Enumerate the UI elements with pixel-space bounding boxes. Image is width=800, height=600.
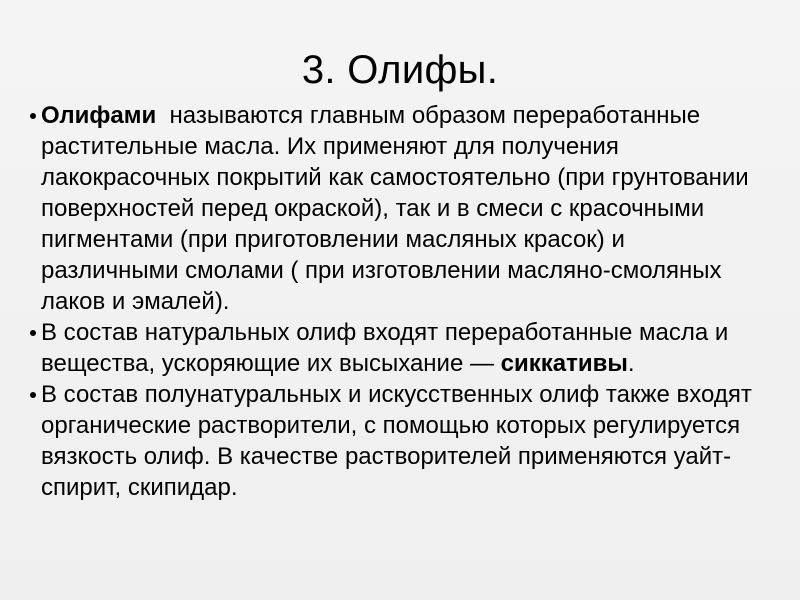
- bullet-icon: [30, 330, 36, 336]
- bullet-icon: [30, 392, 36, 398]
- paragraph-text: В состав натуральных олиф входят переработанные масла и вещества, ускоряющие их высыхание —: [41, 319, 729, 377]
- paragraph-artificial-olify: [28, 379, 768, 503]
- paragraph-text: В состав полунатуральных и искусственных олиф также входят органические растворители, с помощью которых регулируется вязкость олиф. В качестве растворителей применяются уайт-спирит, скипидар.: [41, 381, 752, 501]
- term-olifami: Олифами: [41, 102, 157, 129]
- slide-body: [28, 100, 768, 503]
- bullet-icon: [30, 113, 36, 119]
- paragraph-olify-definition: [28, 100, 768, 317]
- slide-title: 3. Олифы.: [301, 48, 499, 92]
- term-sikkativy: сиккативы: [500, 350, 628, 377]
- paragraph-natural-olify: [28, 317, 768, 379]
- paragraph-text: называются главным образом переработанные растительные масла. Их применяют для получения лакокрасочных покрытий как самостоятельно (при грунтовании поверхностей перед окраской), так и в смеси с красочными пигментами (при приготовлении масляных красок) и различными смолами ( при изготовлении масляно-смоляных лаков и эмалей).: [41, 102, 756, 315]
- paragraph-trail: .: [627, 350, 635, 377]
